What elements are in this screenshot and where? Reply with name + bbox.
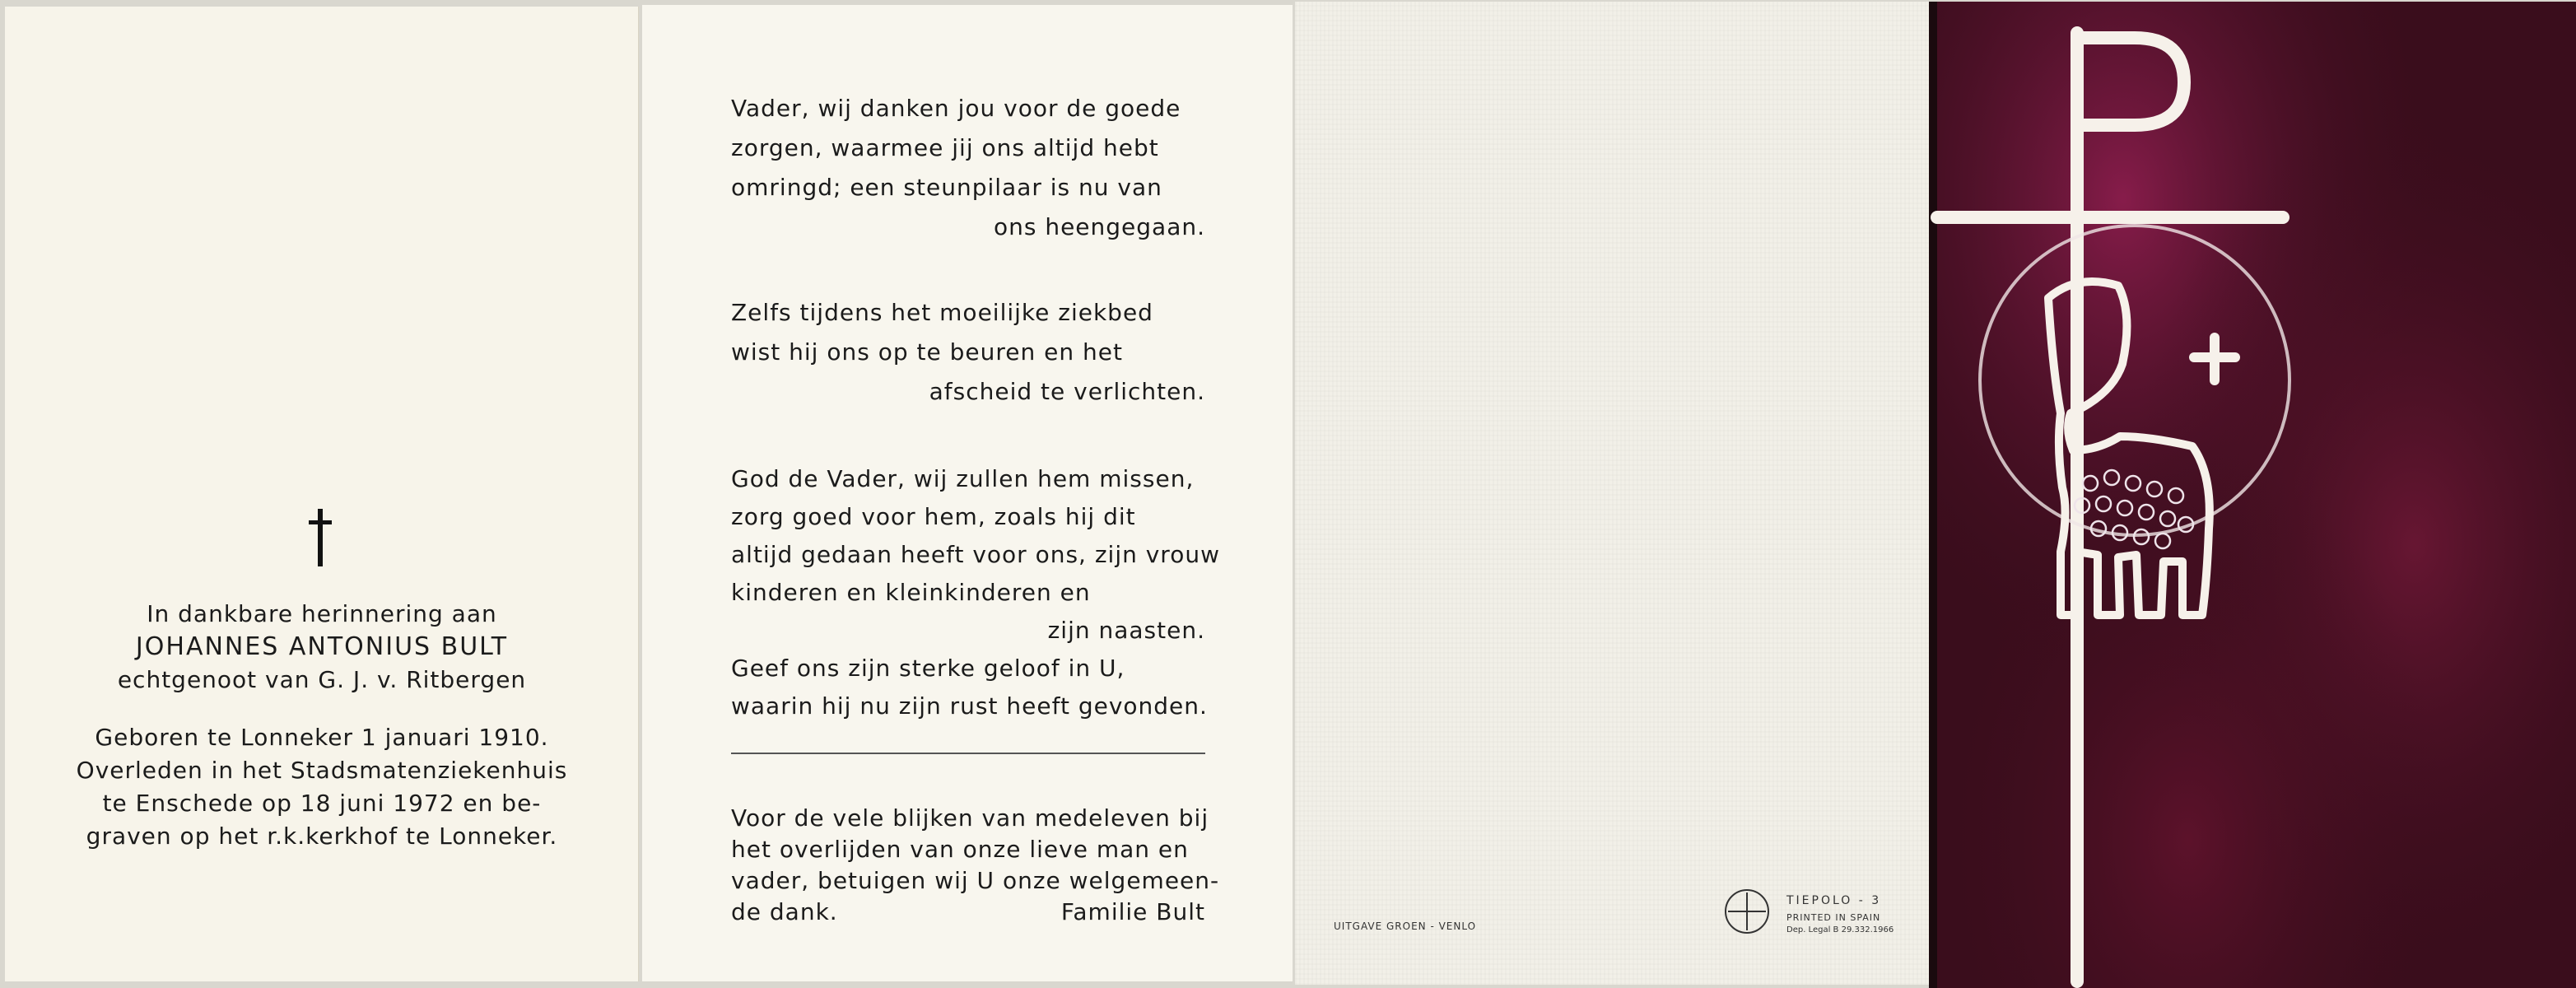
signature: Familie Bult: [1060, 898, 1205, 925]
verse-line: afscheid te verlichten.: [929, 378, 1205, 405]
series-name: TIEPOLO - 3: [1786, 894, 1882, 907]
verse-line: kinderen en kleinkinderen en: [731, 579, 1091, 606]
birth-line: Geboren te Lonneker 1 januari 1910.: [95, 724, 549, 751]
thanks-line: het overlijden van onze lieve man en: [731, 836, 1189, 863]
card-inner-left: [5, 7, 639, 981]
verse-line: God de Vader, wij zullen hem missen,: [731, 465, 1195, 492]
burial-line: graven op het r.k.kerkhof te Lonneker.: [86, 823, 558, 850]
card-front-artwork: [1929, 2, 2576, 988]
verse-line: zorg goed voor hem, zoals hij dit: [731, 503, 1136, 530]
spouse-line: echtgenoot van G. J. v. Ritbergen: [117, 666, 527, 693]
publisher-credit: UITGAVE GROEN - VENLO: [1334, 920, 1477, 932]
card-back: [1295, 2, 1929, 985]
verse-line: waarin hij nu zijn rust heeft gevonden.: [731, 692, 1208, 720]
deceased-name: JOHANNES ANTONIUS BULT: [135, 632, 509, 661]
verse-line: Geef ons zijn sterke geloof in U,: [731, 655, 1125, 682]
verse-line: altijd gedaan heeft voor ons, zijn vrouw: [731, 541, 1220, 568]
cross-icon: [318, 509, 323, 566]
thanks-line: Voor de vele blijken van medeleven bij: [731, 804, 1209, 832]
divider-line: [731, 753, 1205, 754]
publisher-logo-icon: [1725, 889, 1769, 934]
memorial-heading: [5, 598, 639, 697]
death-line: Overleden in het Stadsmatenziekenhuis: [76, 757, 568, 784]
verse-line: zijn naasten.: [1047, 617, 1205, 644]
verse-line: Vader, wij danken jou voor de goede: [731, 95, 1181, 122]
death-line-2: te Enschede op 18 juni 1972 en be-: [102, 790, 542, 817]
thanks-line: de dank.: [731, 898, 838, 925]
legal-deposit: Dep. Legal B 29.332.1966: [1786, 925, 1894, 934]
verse-line: ons heengegaan.: [993, 213, 1205, 240]
thanks-line: vader, betuigen wij U onze welgemeen-: [731, 867, 1220, 894]
life-details: [5, 721, 639, 853]
verse-line: omringd; een steunpilaar is nu van: [731, 174, 1162, 201]
verse-line: wist hij ons op te beuren en het: [731, 338, 1123, 366]
chi-rho-lamb-illustration: [1929, 2, 2576, 988]
verse-line: Zelfs tijdens het moeilijke ziekbed: [731, 299, 1153, 326]
memorial-line: In dankbare herinnering aan: [147, 600, 497, 627]
card-inner-right: [642, 5, 1293, 981]
verse-line: zorgen, waarmee jij ons altijd hebt: [731, 134, 1159, 161]
printed-in: PRINTED IN SPAIN: [1786, 912, 1881, 923]
